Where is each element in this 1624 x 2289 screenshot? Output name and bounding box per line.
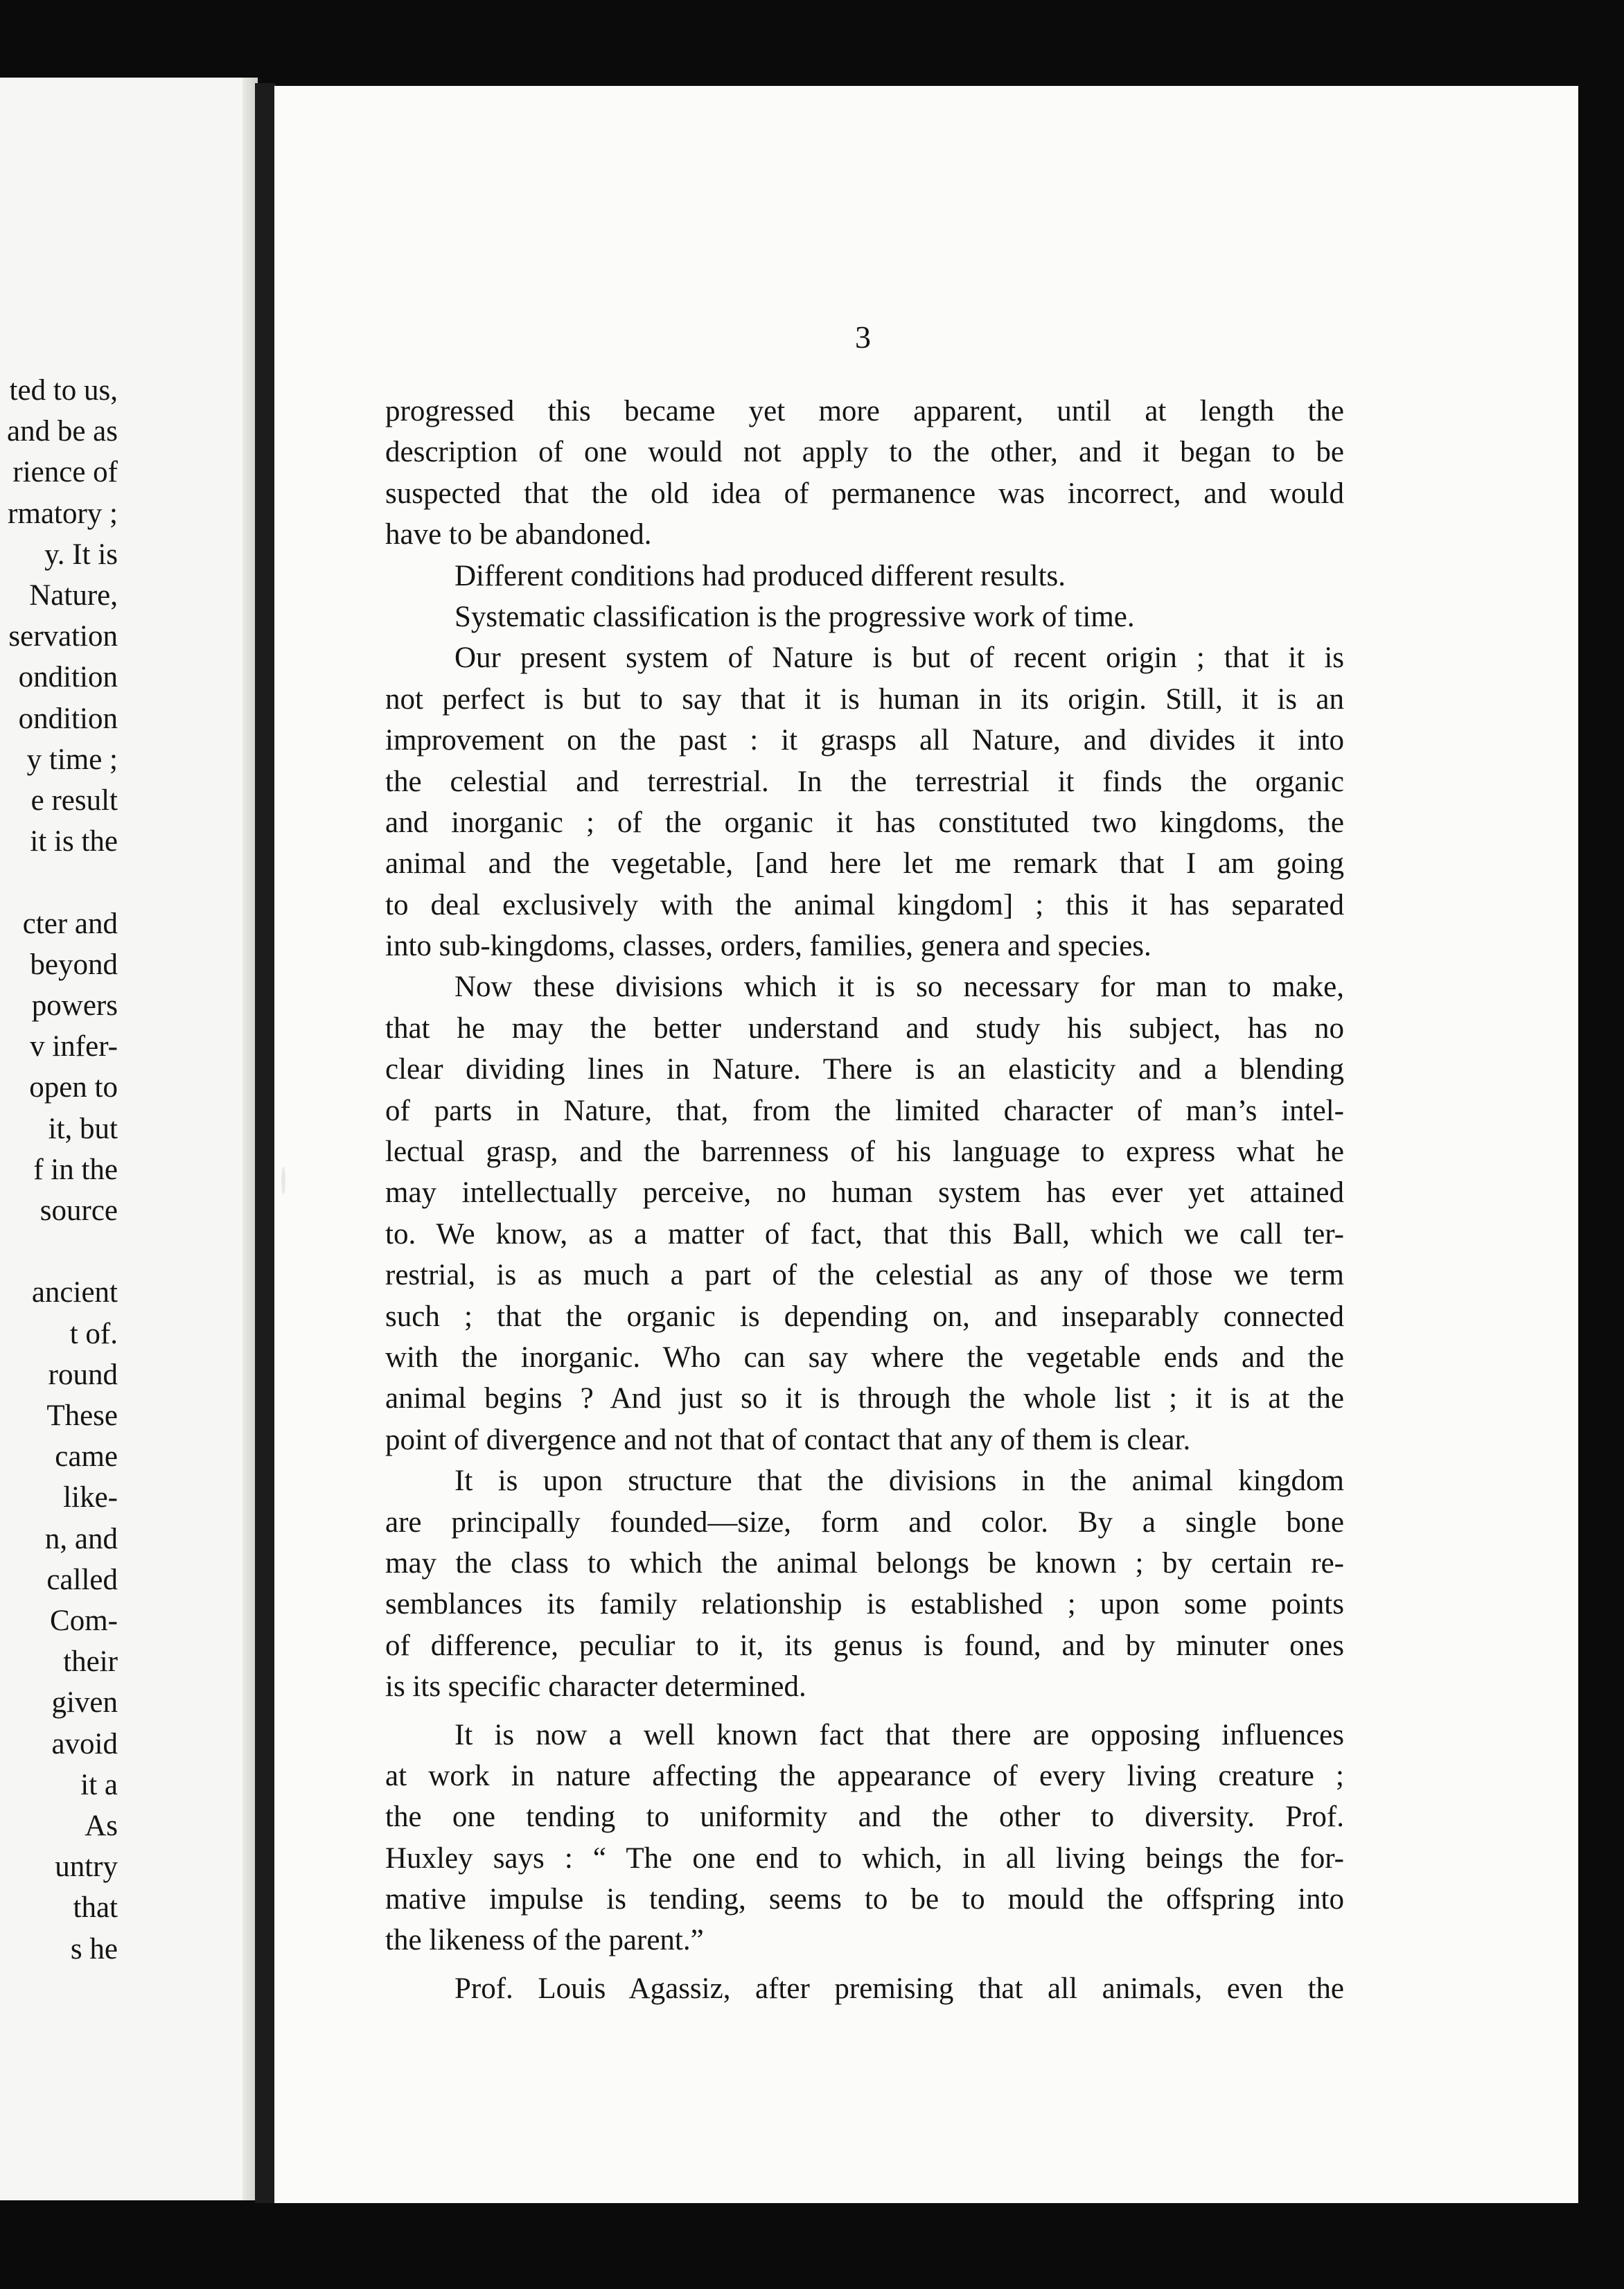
text-line: is its specific character determined.: [385, 1670, 806, 1704]
previous-page-line: ted to us,: [9, 375, 118, 407]
previous-page-line: and be as: [7, 415, 118, 448]
text-line: Systematic classification is the progressive work of time.: [454, 600, 1135, 633]
text-line: may the class to which the animal belongs be known ; by certain re-: [385, 1546, 1344, 1580]
previous-page-line: avoid: [51, 1727, 118, 1760]
previous-page-line: t of.: [69, 1317, 118, 1350]
text-line: progressed this became yet more apparent, until at length the: [385, 395, 1344, 427]
previous-page-line: came: [55, 1440, 118, 1474]
previous-page-line: f in the: [33, 1153, 118, 1186]
text-line: animal and the vegetable, [and here let me remark that I am going: [385, 847, 1344, 881]
text-line: Our present system of Nature is but of recent origin ; that it is: [454, 642, 1344, 675]
previous-page-line: rience of: [12, 456, 118, 489]
text-line: have to be abandoned.: [385, 518, 652, 551]
previous-page-line: n, and: [44, 1522, 118, 1555]
previous-page-line: ondition: [18, 702, 118, 735]
text-line: Huxley says : “ The one end to which, in all living beings the for-: [385, 1841, 1344, 1875]
text-line: not perfect is but to say that it is human in its origin. Still, it is an: [385, 682, 1344, 716]
previous-page-line: s he: [70, 1932, 118, 1965]
text-line: mative impulse is tending, seems to be to mould the offspring into: [385, 1883, 1344, 1916]
text-line: of parts in Nature, that, from the limited character of man’s intel-: [385, 1094, 1344, 1127]
text-line: to deal exclusively with the animal kingdom] ; this it has separated: [385, 888, 1344, 921]
text-line: Different conditions had produced different results.: [454, 559, 1066, 592]
previous-page-line: source: [39, 1194, 118, 1227]
previous-page-line: it is the: [30, 825, 118, 858]
previous-page-line: ondition: [18, 661, 118, 694]
previous-page-line: beyond: [30, 948, 118, 981]
previous-page-line: that: [73, 1891, 118, 1925]
paper-mark: [281, 1167, 285, 1194]
previous-page-line: e result: [30, 784, 118, 817]
previous-page-line: servation: [8, 620, 118, 653]
previous-page-line: y. It is: [44, 538, 118, 571]
text-line: with the inorganic. Who can say where the vegetable ends and the: [385, 1341, 1344, 1374]
text-line: of difference, peculiar to it, its genus is found, and by minuter ones: [385, 1629, 1344, 1662]
text-line: the celestial and terrestrial. In the terrestrial it finds the organic: [385, 765, 1344, 798]
text-line: that he may the better understand and study his subject, has no: [385, 1011, 1344, 1045]
text-line: animal begins ? And just so it is through the whole list ; it is at the: [385, 1382, 1344, 1415]
previous-page-line: rmatory ;: [8, 497, 118, 530]
previous-page-line: powers: [31, 989, 118, 1022]
previous-page: [0, 78, 258, 2200]
previous-page-text-fragments: [0, 375, 118, 2107]
text-line: and inorganic ; of the organic it has constituted two kingdoms, the: [385, 806, 1344, 839]
previous-page-line: it, but: [48, 1112, 118, 1145]
previous-page-line: called: [46, 1563, 118, 1596]
text-line: to. We know, as a matter of fact, that this Ball, which we call ter-: [385, 1217, 1344, 1250]
text-line: It is now a well known fact that there are opposing influences: [454, 1718, 1344, 1751]
previous-page-line: their: [63, 1645, 118, 1679]
previous-page-line: Nature,: [29, 579, 118, 612]
previous-page-line: These: [46, 1399, 118, 1432]
text-line: improvement on the past : it grasps all Nature, and divides it into: [385, 724, 1344, 757]
text-line: such ; that the organic is depending on, and inseparably connected: [385, 1300, 1344, 1333]
previous-page-line: like-: [63, 1481, 118, 1514]
text-line: point of divergence and not that of contact that any of them is clear.: [385, 1423, 1191, 1456]
text-line: It is upon structure that the divisions in the animal kingdom: [454, 1465, 1344, 1498]
previous-page-line: untry: [55, 1850, 118, 1884]
text-line: suspected that the old idea of permanence was incorrect, and would: [385, 477, 1344, 510]
previous-page-line: Com-: [50, 1605, 118, 1637]
text-line: lectual grasp, and the barrenness of his language to express what he: [385, 1135, 1344, 1169]
text-line: at work in nature affecting the appearance of every living creature ;: [385, 1759, 1344, 1792]
text-line: may intellectually perceive, no human system has ever yet attained: [385, 1176, 1344, 1210]
previous-page-line: y time ;: [26, 743, 118, 776]
page-number: 3: [855, 319, 871, 355]
text-line: clear dividing lines in Nature. There is an elasticity and a blending: [385, 1053, 1344, 1086]
text-line: the one tending to uniformity and the other to diversity. Prof.: [385, 1801, 1344, 1834]
previous-page-line: ancient: [31, 1276, 118, 1309]
previous-page-line: it a: [80, 1768, 118, 1801]
previous-page-line: As: [85, 1810, 118, 1842]
text-line: description of one would not apply to the other, and it began to be: [385, 436, 1344, 469]
previous-page-line: open to: [29, 1071, 118, 1104]
previous-page-line: given: [51, 1686, 118, 1720]
text-line: Now these divisions which it is so necessary for man to make,: [454, 971, 1344, 1004]
text-line: semblances its family relationship is established ; upon some points: [385, 1588, 1344, 1621]
previous-page-line: round: [48, 1358, 118, 1391]
text-line: are principally founded—size, form and color. By a single bone: [385, 1505, 1344, 1539]
text-line: the likeness of the parent.”: [385, 1924, 704, 1957]
text-line: into sub-kingdoms, classes, orders, families, genera and species.: [385, 930, 1151, 963]
text-line: restrial, is as much a part of the celestial as any of those we term: [385, 1259, 1344, 1292]
previous-page-line: v infer-: [30, 1030, 118, 1063]
body-text: [385, 391, 1344, 2009]
text-line: Prof. Louis Agassiz, after premising that all animals, even the: [454, 1972, 1344, 2005]
previous-page-line: cter and: [22, 907, 118, 940]
book-spine: [255, 83, 276, 2203]
